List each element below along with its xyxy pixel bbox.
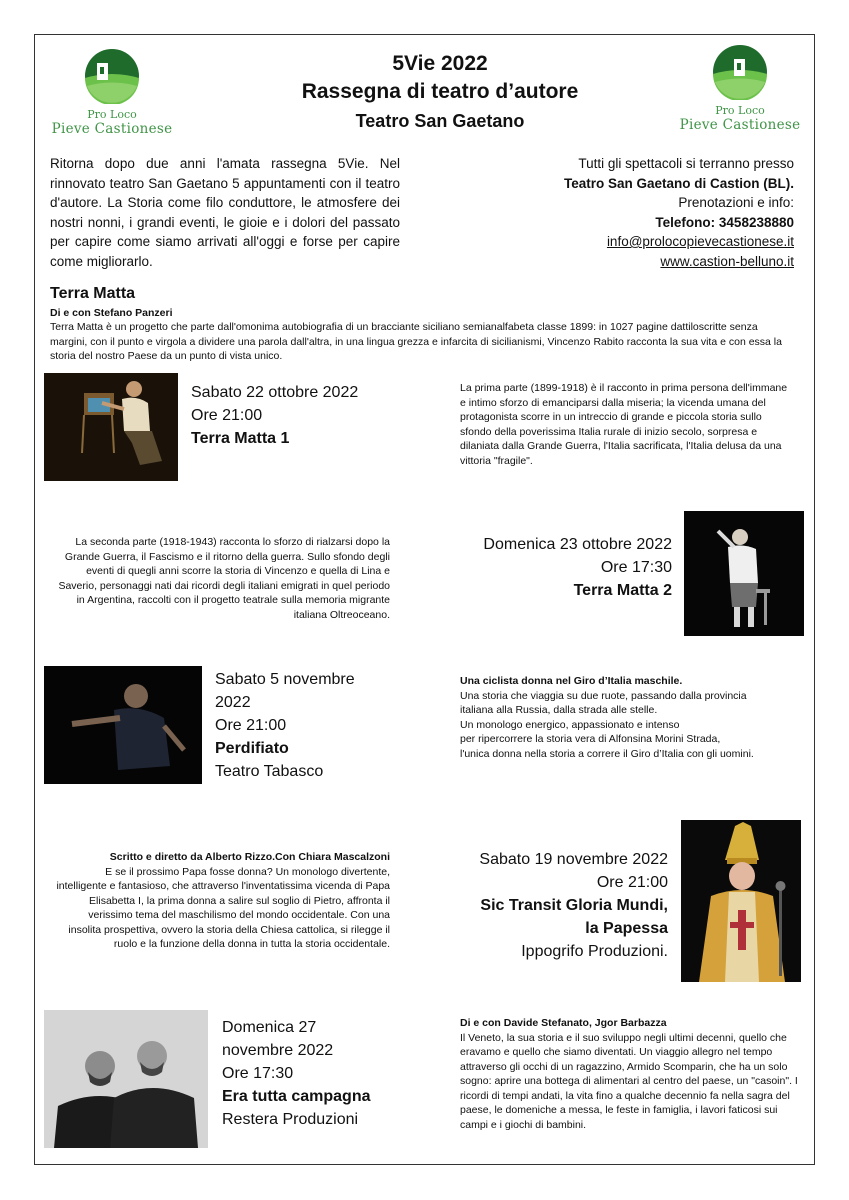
event4-credit: Scritto e diretto da Alberto Rizzo.Con Chiara Mascalzoni [109,851,390,863]
event5-title: Era tutta campagna [222,1088,371,1105]
event4-company: Ippogrifo Produzioni. [521,943,668,960]
event3-date: Sabato 5 novembre [215,671,355,688]
event3-photo [44,666,202,784]
info-email-link[interactable]: info@prolocopievecastionese.it [606,234,794,249]
event4-time: Ore 21:00 [596,874,668,891]
event5-details [222,1016,370,1131]
event1-photo [44,373,178,481]
event3-desc-line: Una storia che viaggia su due ruote, passando dalla provincia [460,689,747,702]
event3-time: Ore 21:00 [215,717,287,734]
event3-date-year: 2022 [215,694,251,711]
section-credit: Di e con Stefano Panzeri [50,307,173,319]
section-title: Terra Matta [50,285,136,302]
info-line2: Teatro San Gaetano di Castion (BL). [563,175,794,191]
pro-loco-logo-icon [84,48,140,104]
event2-title: Terra Matta 2 [573,582,672,599]
section-description: Terra Matta è un progetto che parte dall'omonima autobiografia di un bracciante siciliano semianalfabeta classe 1899: in 1027 pagine dattiloscritte senza margini, con il punto e virgola a dividere una parola dall'altra, in una lingua grezza e infarcita di sicilianismi, Vincenzo Rabito racconta la sua vita e con essa la storia del nostro Paese da un punto di vista unico. [50,321,782,362]
event5-desc-text: Il Veneto, la sua storia e il suo sviluppo negli ultimi decenni, quello che eravamo e quello che siamo diventati. Un viaggio allegro nel tempo attraverso gli occhi di un ragazzino, Armido Scomparin, che ha un solo sogno: aprire una bottega di alimentari al centro del paese, un "casoin". I ricordi di tempi andati, la vita fino a qualche decennio fa nella sagra del paese, le domeniche a messa, le feste in famiglia, i lavori faticosi sui campi e i giochi di bambini. [460,1031,798,1131]
event1-title: Terra Matta 1 [191,430,290,447]
event2-date: Domenica 23 ottobre 2022 [483,536,672,553]
event5-credit: Di e con Davide Stefanato, Jgor Barbazza [460,1017,667,1029]
actress-pope-image [681,820,801,982]
info-line1: Tutti gli spettacoli si terranno presso [578,156,794,171]
event2-time: Ore 17:30 [600,559,672,576]
event1-time: Ore 21:00 [191,407,263,424]
logo-left [32,48,192,137]
event3-desc-line: l'unica donna nella storia a correre il Giro d’Italia con gli uomini. [460,747,754,760]
actor-seated-image [44,373,178,481]
event3-desc-line: per ripercorrere la storia vera di Alfonsina Morini Strada, [460,733,721,745]
event5-date-b: novembre 2022 [222,1042,334,1059]
event5-time: Ore 17:30 [222,1065,294,1082]
event1-details [191,381,358,450]
event5-photo [44,1010,208,1148]
event3-company: Teatro Tabasco [215,763,324,780]
event3-details [215,668,355,783]
event4-photo [681,820,801,982]
page-title: 5Vie 2022 [392,52,488,75]
event3-desc-title: Una ciclista donna nel Giro d’Italia maschile. [460,675,683,687]
event3-desc-line: Un monologo energico, appassionato e intenso [460,718,680,731]
event4-description [55,850,390,952]
page-venue: Teatro San Gaetano [355,111,525,131]
info-web-link[interactable]: www.castion-belluno.it [660,253,794,269]
info-line3: Prenotazioni e info: [678,195,794,210]
event3-title: Perdifiato [215,740,289,757]
logo-line2: Pieve Castionese [51,121,173,137]
info-phone: Telefono: 3458238880 [655,214,794,230]
intro-text: Ritorna dopo due anni l'amata rassegna 5Vie. Nel rinnovato teatro San Gaetano 5 appuntamenti con il teatro d'autore. La Storia come filo conduttore, le atmosfere dei nostri nonni, i grandi eventi, le gioie e i dolori del passato per capire come siamo arrivati all'oggi e forse per capire come migliorarlo. [50,156,400,269]
two-actors-image [44,1010,208,1148]
event3-description [460,674,805,761]
actor-reaching-image [44,666,202,784]
event4-date: Sabato 19 novembre 2022 [479,851,668,868]
event1-description: La prima parte (1899-1918) è il racconto in prima persona dell'immane e intimo sforzo di emanciparsi dalla miseria; la vicenda umana del protagonista scorre in un intreccio di grande e piccola storia sullo sfondo della poverissima Italia rurale di inizio secolo, sorpresa e dilaniata dalla Grande Guerra, l'Italia sacrificata, l'Italia delusa da una vittoria "fragile". [460,382,788,467]
logo-line2: Pieve Castionese [679,117,801,133]
page-subtitle: Rassegna di teatro d’autore [301,80,579,103]
event2-details [430,533,672,602]
event4-title-b: la Papessa [585,920,668,937]
event1-date: Sabato 22 ottobre 2022 [191,384,359,401]
event4-desc-text: E se il prossimo Papa fosse donna? Un monologo divertente, intelligente e fantasioso, che attraverso l'inventatissima vicenda di Papa Elisabetta I, la prima donna a salire sul soglio di Pietro, affronta il verissimo tema del maschilismo del mondo occidentale. Con una insolita prospettiva, ovvero la storia della Chiesa cattolica, si rilegge il ruolo e la funzione della donna in tutta la storia occidentale. [56,865,390,950]
event5-date: Domenica 27 [222,1019,317,1036]
pro-loco-logo-icon [712,44,768,100]
logo-line1: Pro Loco [87,108,137,121]
actor-standing-image [684,511,804,636]
event4-details [430,848,668,963]
event5-company: Restera Produzioni [222,1111,359,1128]
logo-right [660,44,820,133]
event2-photo [684,511,804,636]
event4-title: Sic Transit Gloria Mundi, [480,897,668,914]
event5-description [460,1016,800,1132]
logo-line1: Pro Loco [715,104,765,117]
event2-description: La seconda parte (1918-1943) racconta lo sforzo di rialzarsi dopo la Grande Guerra, il Fascismo e il ritorno della guerra. Sullo sfondo degli eventi di quegli anni scorre la storia di Vincenzo e quella di Lina e Saverio, personaggi nati dai ricordi degli italiani emigrati in quel periodo in Argentina, raccolti con il progetto teatrale sulla memoria migrante italiana Oltreoceano. [58,536,390,621]
info-block [470,154,794,271]
event3-desc-line: italiana alla Russia, dalla strada alle stelle. [460,704,658,716]
